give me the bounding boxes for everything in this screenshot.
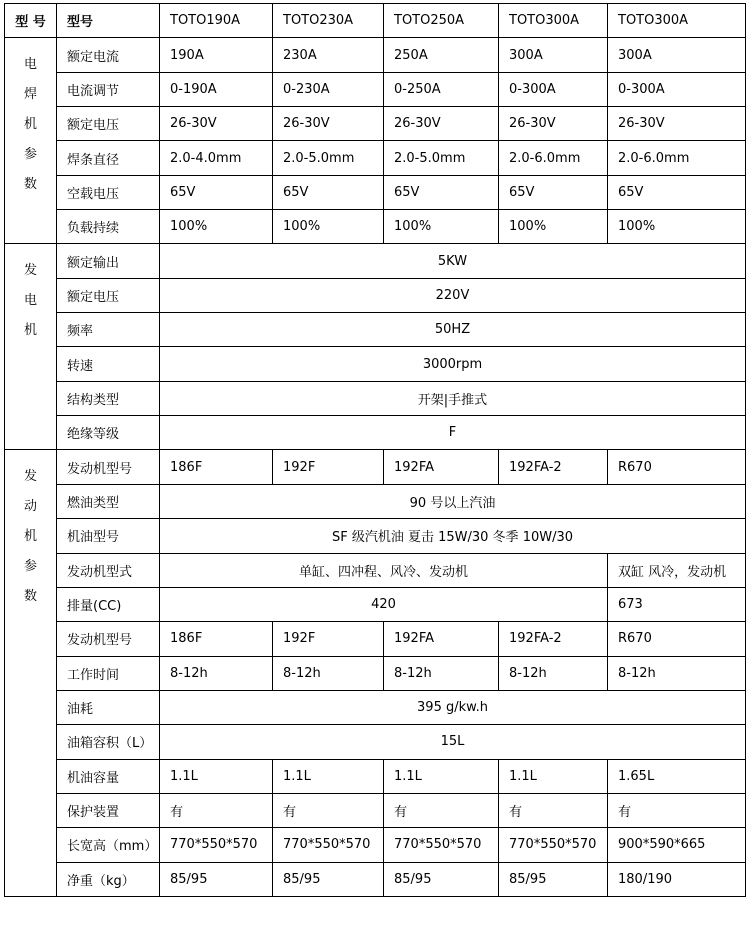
value-cell: 1.1L: [499, 759, 608, 793]
value-cell: 190A: [160, 38, 273, 72]
merged-value-cell: 15L: [160, 725, 746, 759]
value-cell: 673: [608, 587, 746, 621]
spec-row: [5, 553, 746, 587]
value-cell: 192FA: [384, 622, 499, 656]
spec-row: [5, 38, 746, 72]
value-cell: 26-30V: [384, 107, 499, 141]
row-label: 机油型号: [57, 519, 160, 553]
value-cell: 300A: [499, 38, 608, 72]
merged-value-cell: 220V: [160, 278, 746, 312]
corner-header: 型 号: [5, 4, 57, 38]
section-title-char: 数: [23, 589, 37, 605]
merged-value-cell: 90 号以上汽油: [160, 484, 746, 518]
spec-row: [5, 862, 746, 896]
row-label: 额定电流: [57, 38, 160, 72]
merged-value-cell: 3000rpm: [160, 347, 746, 381]
row-label: 负载持续: [57, 210, 160, 244]
section-title-char: 机: [23, 323, 37, 339]
spec-row: [5, 656, 746, 690]
section-title-char: 参: [23, 559, 37, 575]
value-cell: 1.65L: [608, 759, 746, 793]
value-cell: 192F: [273, 450, 384, 484]
section-title-char: 机: [23, 117, 37, 133]
row-label: 额定电压: [57, 107, 160, 141]
merged-value-cell: SF 级汽机油 夏击 15W/30 冬季 10W/30: [160, 519, 746, 553]
model-header: TOTO300A: [608, 4, 746, 38]
row-label: 结构类型: [57, 381, 160, 415]
value-cell: 有: [499, 793, 608, 827]
value-cell: 8-12h: [499, 656, 608, 690]
value-cell: 192FA-2: [499, 450, 608, 484]
spec-row: [5, 725, 746, 759]
value-cell: 0-300A: [499, 72, 608, 106]
row-label: 燃油类型: [57, 484, 160, 518]
row-label: 排量(CC): [57, 587, 160, 621]
section-title-char: 参: [23, 147, 37, 163]
value-cell: 300A: [608, 38, 746, 72]
value-cell: 186F: [160, 450, 273, 484]
merged-value-cell: 5KW: [160, 244, 746, 278]
header-row: [5, 4, 746, 38]
value-cell: 230A: [273, 38, 384, 72]
value-cell: 85/95: [499, 862, 608, 896]
spec-row: [5, 828, 746, 862]
section-title: [5, 38, 57, 244]
spec-row: [5, 107, 746, 141]
section-title-char: 电: [23, 57, 37, 73]
spec-row: [5, 347, 746, 381]
row-label: 焊条直径: [57, 141, 160, 175]
spec-row: [5, 210, 746, 244]
value-cell: 100%: [384, 210, 499, 244]
model-header: TOTO190A: [160, 4, 273, 38]
spec-table: [4, 3, 746, 897]
value-cell: 770*550*570: [160, 828, 273, 862]
section-title: [5, 244, 57, 450]
row-label: 机油容量: [57, 759, 160, 793]
spec-table-container: [4, 3, 745, 932]
value-cell: 770*550*570: [499, 828, 608, 862]
value-cell: 186F: [160, 622, 273, 656]
value-cell: 65V: [273, 175, 384, 209]
value-cell: 有: [273, 793, 384, 827]
value-cell: 100%: [608, 210, 746, 244]
value-cell: 8-12h: [608, 656, 746, 690]
value-cell: 2.0-6.0mm: [499, 141, 608, 175]
value-cell: 180/190: [608, 862, 746, 896]
row-label: 空载电压: [57, 175, 160, 209]
row-label: 油耗: [57, 690, 160, 724]
spec-row: [5, 416, 746, 450]
value-cell: 0-190A: [160, 72, 273, 106]
spec-row: [5, 519, 746, 553]
section-title-char: 电: [23, 293, 37, 309]
value-cell: 26-30V: [273, 107, 384, 141]
row-label: 净重（kg）: [57, 862, 160, 896]
row-label: 工作时间: [57, 656, 160, 690]
merged-value-cell: 420: [160, 587, 608, 621]
value-cell: 65V: [384, 175, 499, 209]
value-cell: 有: [160, 793, 273, 827]
section-title-char: 发: [23, 263, 37, 279]
value-cell: 1.1L: [273, 759, 384, 793]
value-cell: 770*550*570: [273, 828, 384, 862]
row-label: 转速: [57, 347, 160, 381]
spec-row: [5, 622, 746, 656]
section-title-char: 焊: [23, 87, 37, 103]
value-cell: 2.0-5.0mm: [273, 141, 384, 175]
merged-value-cell: F: [160, 416, 746, 450]
value-cell: 2.0-5.0mm: [384, 141, 499, 175]
row-label: 电流调节: [57, 72, 160, 106]
value-cell: 192FA: [384, 450, 499, 484]
value-cell: 192F: [273, 622, 384, 656]
value-cell: 有: [384, 793, 499, 827]
value-cell: 0-250A: [384, 72, 499, 106]
value-cell: 26-30V: [160, 107, 273, 141]
spec-table-body: [5, 4, 746, 897]
merged-value-cell: 395 g/kw.h: [160, 690, 746, 724]
row-label: 发动机型号: [57, 450, 160, 484]
value-cell: 65V: [499, 175, 608, 209]
section-title-char: 数: [23, 177, 37, 193]
section-title-char: 动: [23, 499, 37, 515]
value-cell: 1.1L: [384, 759, 499, 793]
value-cell: 85/95: [273, 862, 384, 896]
merged-value-cell: 开架|手推式: [160, 381, 746, 415]
row-label: 保护装置: [57, 793, 160, 827]
value-cell: 26-30V: [608, 107, 746, 141]
row-label: 额定输出: [57, 244, 160, 278]
value-cell: 0-230A: [273, 72, 384, 106]
spec-row: [5, 278, 746, 312]
spec-row: [5, 175, 746, 209]
value-cell: 2.0-6.0mm: [608, 141, 746, 175]
value-cell: 900*590*665: [608, 828, 746, 862]
section-title: [5, 450, 57, 896]
value-cell: 0-300A: [608, 72, 746, 106]
value-cell: 1.1L: [160, 759, 273, 793]
spec-row: [5, 484, 746, 518]
value-cell: 85/95: [160, 862, 273, 896]
value-cell: 有: [608, 793, 746, 827]
value-cell: 双缸 风冷，发动机: [608, 553, 746, 587]
spec-row: [5, 759, 746, 793]
spec-row: [5, 72, 746, 106]
value-cell: 100%: [273, 210, 384, 244]
merged-value-cell: 50HZ: [160, 313, 746, 347]
value-cell: 2.0-4.0mm: [160, 141, 273, 175]
spec-row: [5, 381, 746, 415]
value-cell: 8-12h: [160, 656, 273, 690]
row-label: 额定电压: [57, 278, 160, 312]
row-label: 发动机型式: [57, 553, 160, 587]
value-cell: 8-12h: [273, 656, 384, 690]
model-header: TOTO250A: [384, 4, 499, 38]
spec-row: [5, 313, 746, 347]
value-cell: 100%: [160, 210, 273, 244]
merged-value-cell: 单缸、四冲程、风冷、发动机: [160, 553, 608, 587]
row-label: 频率: [57, 313, 160, 347]
value-cell: 65V: [160, 175, 273, 209]
value-cell: 85/95: [384, 862, 499, 896]
row-label: 油箱容积（L）: [57, 725, 160, 759]
model-header: TOTO300A: [499, 4, 608, 38]
value-cell: 250A: [384, 38, 499, 72]
value-cell: R670: [608, 622, 746, 656]
value-cell: 770*550*570: [384, 828, 499, 862]
spec-row: [5, 141, 746, 175]
spec-row: [5, 793, 746, 827]
spec-row: [5, 450, 746, 484]
spec-row: [5, 690, 746, 724]
row-label: 发动机型号: [57, 622, 160, 656]
section-title-char: 机: [23, 529, 37, 545]
value-cell: 192FA-2: [499, 622, 608, 656]
model-header: TOTO230A: [273, 4, 384, 38]
value-cell: R670: [608, 450, 746, 484]
value-cell: 26-30V: [499, 107, 608, 141]
spec-row: [5, 587, 746, 621]
row-label: 绝缘等级: [57, 416, 160, 450]
value-cell: 65V: [608, 175, 746, 209]
label-header: 型号: [57, 4, 160, 38]
spec-row: [5, 244, 746, 278]
section-title-char: 发: [23, 469, 37, 485]
row-label: 长宽高（mm）: [57, 828, 160, 862]
value-cell: 100%: [499, 210, 608, 244]
value-cell: 8-12h: [384, 656, 499, 690]
